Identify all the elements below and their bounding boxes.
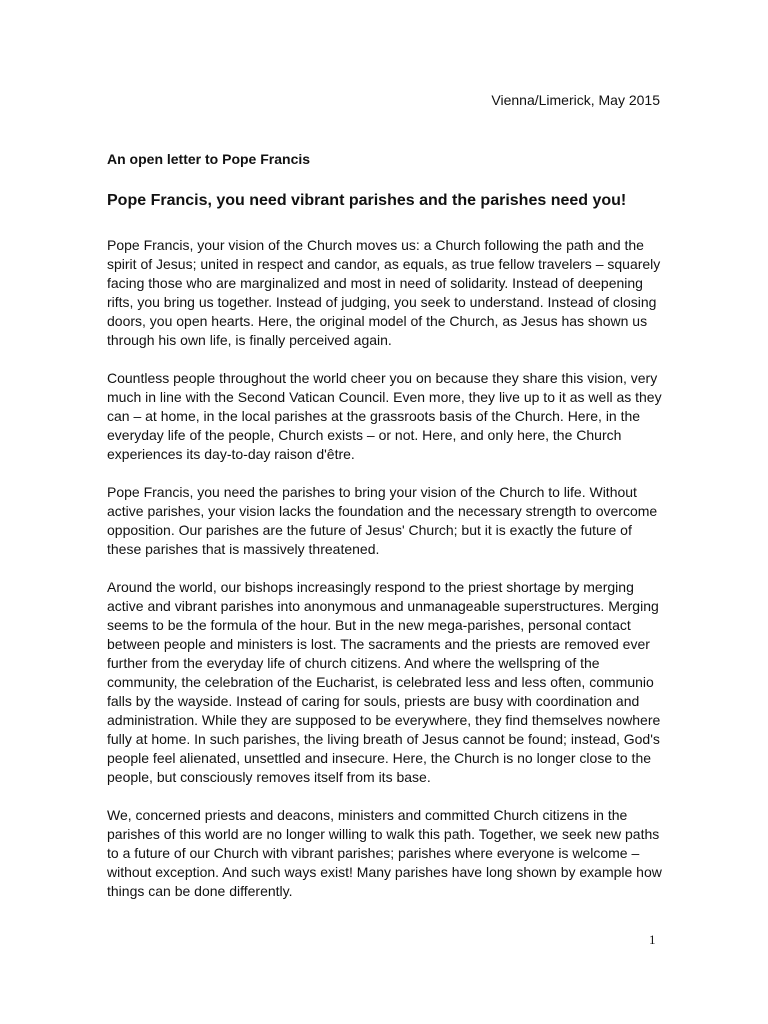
letter-subject: An open letter to Pope Francis xyxy=(107,151,311,167)
text-line: parishes of this world are no longer willing to walk this path. Together, we seek new paths xyxy=(107,826,660,842)
letter-body xyxy=(107,236,667,920)
text-line: falls by the wayside. Instead of caring for souls, priests are busy with coordination and xyxy=(107,693,640,709)
text-line: opposition. Our parishes are the future of Jesus' Church; but it is exactly the future of xyxy=(107,522,632,538)
text-line: administration. While they are supposed to be everywhere, they find themselves nowhere xyxy=(107,712,661,728)
text-line: people feel alienated, unsettled and insecure. Here, the Church is no longer close to the xyxy=(107,750,652,766)
text-line: Pope Francis, your vision of the Church moves us: a Church following the path and the xyxy=(107,237,644,253)
text-line: fully at home. In such parishes, the living breath of Jesus cannot be found; instead, God's xyxy=(107,731,660,747)
text-line: active parishes, your vision lacks the foundation and the necessary strength to overcome xyxy=(107,503,658,519)
page-number: 1 xyxy=(649,932,656,947)
text-line: further from the everyday life of church citizens. And where the wellspring of the xyxy=(107,655,600,671)
text-line: between people and ministers is lost. The sacraments and the priests are removed ever xyxy=(107,636,650,652)
text-line: experiences its day-to-day raison d'être. xyxy=(107,446,355,462)
text-line: things can be done differently. xyxy=(107,883,293,899)
paragraph xyxy=(107,369,667,464)
text-line: seems to be the formula of the hour. But in the new mega-parishes, personal contact xyxy=(107,617,631,633)
text-line: Pope Francis, you need the parishes to bring your vision of the Church to life. Without xyxy=(107,484,637,500)
text-line: to a future of our Church with vibrant parishes; parishes where everyone is welcome – xyxy=(107,845,640,861)
text-line: people, but consciously removes itself from its base. xyxy=(107,769,431,785)
text-line: through his own life, is finally perceived again. xyxy=(107,332,392,348)
text-line: without exception. And such ways exist! Many parishes have long shown by example how xyxy=(107,864,662,880)
paragraph xyxy=(107,578,667,787)
paragraph xyxy=(107,483,667,559)
text-line: community, the celebration of the Eucharist, is celebrated less and less often, communio xyxy=(107,674,654,690)
paragraph xyxy=(107,236,667,350)
text-line: doors, you open hearts. Here, the original model of the Church, as Jesus has shown us xyxy=(107,313,648,329)
text-line: much in line with the Second Vatican Council. Even more, they live up to it as well as they xyxy=(107,389,662,405)
text-line: facing those who are marginalized and most in need of solidarity. Instead of deepening xyxy=(107,275,643,291)
dateline: Vienna/Limerick, May 2015 xyxy=(491,92,660,108)
text-line: everyday life of the people, Church exists – or not. Here, and only here, the Church xyxy=(107,427,622,443)
text-line: We, concerned priests and deacons, ministers and committed Church citizens in the xyxy=(107,807,628,823)
text-line: rifts, you bring us together. Instead of judging, you seek to understand. Instead of closing xyxy=(107,294,657,310)
text-line: these parishes that is massively threatened. xyxy=(107,541,380,557)
text-line: Countless people throughout the world cheer you on because they share this vision, very xyxy=(107,370,658,386)
text-line: Around the world, our bishops increasingly respond to the priest shortage by merging xyxy=(107,579,634,595)
letter-headline: Pope Francis, you need vibrant parishes and the parishes need you! xyxy=(107,192,627,209)
text-line: spirit of Jesus; united in respect and candor, as equals, as true fellow travelers – squarely xyxy=(107,256,661,272)
paragraph xyxy=(107,806,667,901)
text-line: active and vibrant parishes into anonymous and unmanageable superstructures. Merging xyxy=(107,598,659,614)
text-line: can – at home, in the local parishes at the grassroots basis of the Church. Here, in the xyxy=(107,408,641,424)
